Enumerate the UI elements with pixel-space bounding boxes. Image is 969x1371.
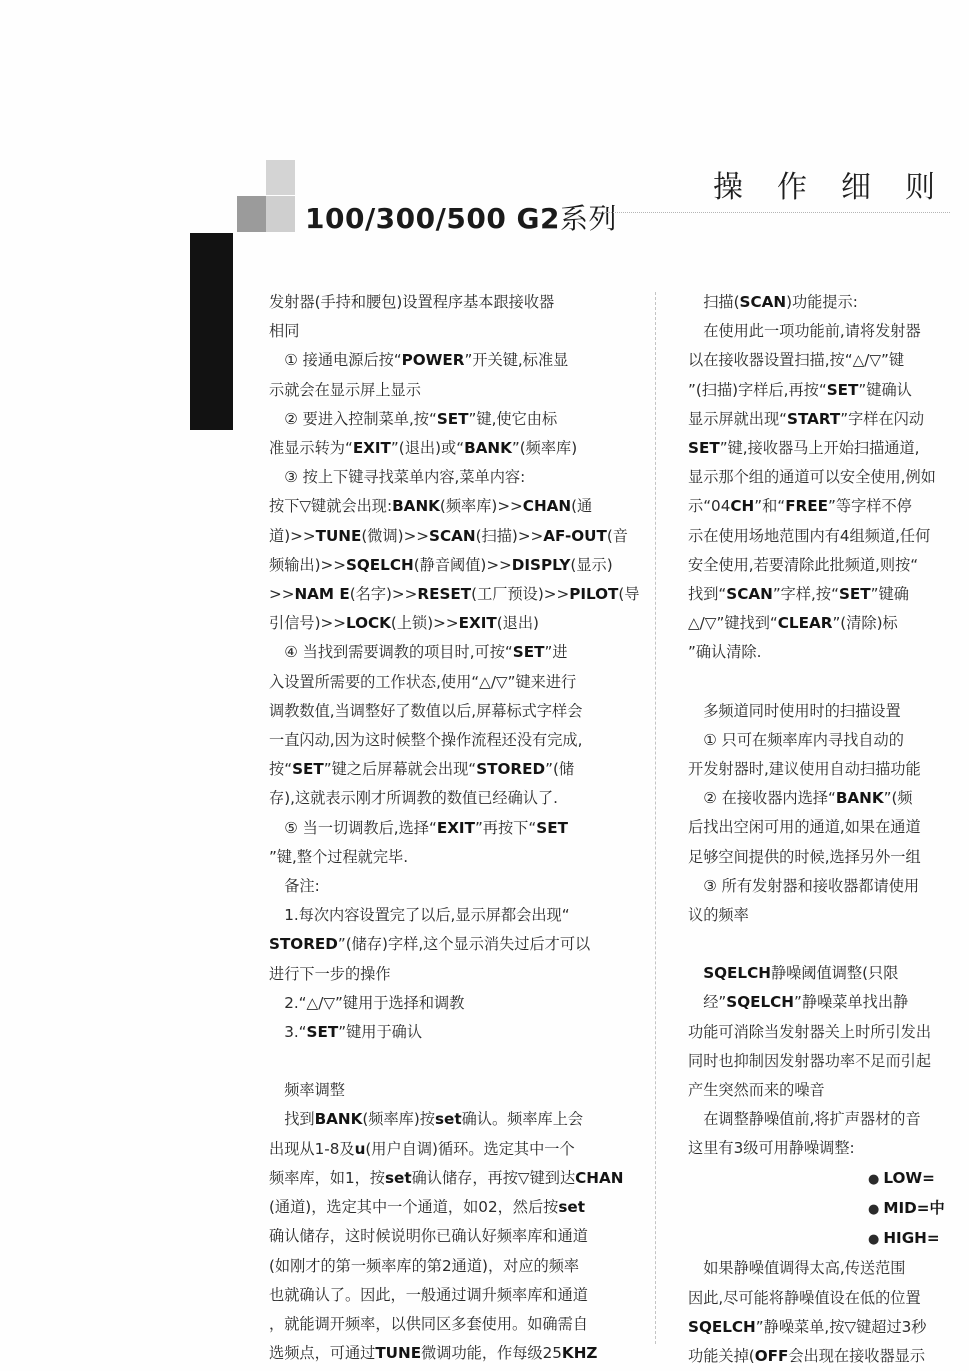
right-column-line: 议的频率	[688, 906, 749, 925]
section-title: 操作细则	[713, 170, 969, 205]
right-column-line: ”确认清除.	[688, 643, 762, 662]
left-column-line: 频率库，如1，按set确认储存，再按▽键到达CHAN	[269, 1168, 624, 1187]
right-column-line: 示“04CH”和“FREE”等字样不停	[688, 497, 912, 516]
right-column-line: ① 只可在频率库内寻找自动的	[688, 730, 904, 749]
left-column-line	[269, 1047, 631, 1076]
left-column-line: ② 要进入控制菜单,按“SET”键,使它由标	[269, 409, 558, 428]
left-column-line: 引信号)>>LOCK(上锁)>>EXIT(退出)	[269, 614, 539, 633]
left-column-line: 示就会在显示屏上显示	[269, 380, 421, 399]
right-column-line	[688, 930, 950, 959]
right-column-line: SQELCH静噪阈值调整(只限	[703, 964, 899, 983]
right-column-line: ③ 所有发射器和接收器都请使用	[688, 876, 920, 895]
right-column-bullet: ● HIGH=	[868, 1229, 940, 1248]
left-column-line: 出现从1-8及u(用户自调)循环。选定其中一个	[269, 1139, 575, 1158]
bullet-dot-icon: ●	[868, 1171, 880, 1187]
left-column-line: ，就能调开频率，以供同区多套使用。如确需自	[269, 1314, 588, 1333]
bullet-dot-icon: ●	[868, 1232, 880, 1248]
left-column-line: 准显示转为“EXIT”(退出)或“BANK”(频率库)	[269, 439, 578, 458]
header-rule	[600, 212, 950, 213]
left-column-line: 1.每次内容设置完了以后,显示屏都会出现“	[269, 906, 570, 925]
right-column-line: 后找出空闲可用的通道,如果在通道	[688, 818, 921, 837]
left-column-line: 进行下一步的操作	[269, 964, 391, 983]
left-column-line: 相同	[269, 322, 300, 341]
right-column-line: 显示那个组的通道可以安全使用,例如	[688, 468, 936, 487]
left-column-line: 调教数值,当调整好了数值以后,屏幕标式字样会	[269, 701, 583, 720]
left-column-line: 备注:	[269, 877, 320, 896]
left-column-line: ”键,整个过程就完毕.	[269, 847, 409, 866]
right-column-line	[688, 668, 950, 697]
left-column-line: (如刚才的第一频率库的第2通道)，对应的频率	[269, 1256, 580, 1275]
right-column-bullet: ● LOW=	[868, 1168, 935, 1187]
left-column-line: 选频点，可通过TUNE微调功能，作每级25KHZ	[269, 1344, 598, 1363]
left-column-line: 道)>>TUNE(微调)>>SCAN(扫描)>>AF-OUT(音	[269, 526, 628, 545]
left-column	[269, 288, 640, 1368]
right-column-line: 足够空间提供的时候,选择另外一组	[688, 847, 921, 866]
right-column-line: 经”SQELCH”静噪菜单找出静	[688, 993, 909, 1012]
right-column-line: 功能关掉(OFF会出现在接收器显示	[688, 1346, 926, 1365]
right-column-line: 同时也抑制因发射器功率不足而引起	[688, 1051, 931, 1070]
left-column-line: 存),这就表示刚才所调教的数值已经确认了.	[269, 789, 558, 808]
left-column-line: 入设置所需要的工作状态,使用“△/▽”键来进行	[269, 672, 577, 691]
left-column-line: ④ 当找到需要调教的项目时,可按“SET”进	[269, 643, 568, 662]
right-column-line: 开发射器时,建议使用自动扫描功能	[688, 760, 921, 779]
right-column-line: ② 在接收器内选择“BANK”(频	[688, 789, 913, 808]
right-column-line: 功能可消除当发射器关上时所引发出	[688, 1022, 931, 1041]
right-column-line: 安全使用,若要清除此批频道,则按“	[688, 555, 919, 574]
right-column-line: 显示屏就出现“START”字样在闪动	[688, 409, 925, 428]
left-column-line: ③ 按上下键寻找菜单内容,菜单内容:	[269, 468, 526, 487]
left-column-line: >>NAM E(名字)>>RESET(工厂预设)>>PILOT(导	[269, 585, 640, 604]
right-column-line: 如果静噪值调得太高,传送范围	[688, 1259, 906, 1278]
left-column-line: 找到BANK(频率库)按set确认。频率库上会	[269, 1110, 584, 1129]
right-column-line: 找到“SCAN”字样,按“SET”键确	[688, 585, 909, 604]
left-column-line: 频输出)>>SQELCH(静音阈值)>>DISPLY(显示)	[269, 555, 613, 574]
right-column-line: 因此,尽可能将静噪值设在低的位置	[688, 1288, 921, 1307]
right-column-line: 这里有3级可用静噪调整:	[688, 1139, 855, 1158]
bullet-dot-icon: ●	[868, 1201, 880, 1217]
right-column-line: 以在接收器设置扫描,按“△/▽”键	[688, 351, 905, 370]
right-column-line: 扫描(SCAN)功能提示:	[688, 293, 858, 311]
right-column-line: 多频道同时使用时的扫描设置	[688, 701, 901, 720]
right-column	[688, 288, 950, 1371]
left-column-line: 发射器(手持和腰包)设置程序基本跟接收器	[269, 293, 555, 311]
right-column-line: 在调整静噪值前,将扩声器材的音	[688, 1110, 921, 1129]
left-column-line: 确认储存，这时候说明你已确认好频率库和通道	[269, 1227, 588, 1246]
left-column-line: ⑤ 当一切调教后,选择“EXIT”再按下“SET	[269, 818, 568, 837]
right-column-line: 示在使用场地范围内有4组频道,任何	[688, 526, 931, 545]
right-column-line: SQELCH”静噪菜单,按▽键超过3秒	[688, 1317, 927, 1336]
column-divider	[655, 292, 656, 1344]
left-column-line: 按“SET”键之后屏幕就会出现“STORED”(储	[269, 760, 575, 779]
left-column-line: 3.“SET”键用于确认	[269, 1023, 423, 1042]
decor-square-dark	[237, 196, 266, 232]
left-column-line: 2.“△/▽”键用于选择和调教	[269, 993, 465, 1012]
right-column-bullet: ● MID=中	[868, 1198, 945, 1217]
right-column-line: ”(扫描)字样后,再按“SET”键确认	[688, 380, 912, 399]
left-column-line: 也就确认了。因此，一般通过调升频率库和通道	[269, 1285, 588, 1304]
decor-black-bar	[190, 233, 233, 430]
left-column-line: 一直闪动,因为这时候整个操作流程还没有完成,	[269, 731, 583, 750]
decor-square-grey	[266, 196, 295, 232]
series-title: 100/300/500 G2系列	[305, 202, 618, 235]
left-column-line: STORED”(储存)字样,这个显示消失过后才可以	[269, 935, 591, 954]
left-column-line: 按下▽键就会出现:BANK(频率库)>>CHAN(通	[269, 497, 593, 516]
right-column-line: △/▽”键找到“CLEAR”(清除)标	[688, 614, 898, 633]
left-column-line: (通道)，选定其中一个通道，如02，然后按set	[269, 1198, 585, 1217]
right-column-line: 在使用此一项功能前,请将发射器	[688, 322, 921, 341]
left-column-line: ① 接通电源后按“POWER”开关键,标准显	[269, 351, 569, 370]
right-column-line: 产生突然而来的噪音	[688, 1081, 825, 1100]
right-column-line: SET”键,接收器马上开始扫描通道,	[688, 439, 920, 458]
left-column-line: 频率调整	[269, 1081, 345, 1100]
decor-square-light	[266, 160, 295, 195]
